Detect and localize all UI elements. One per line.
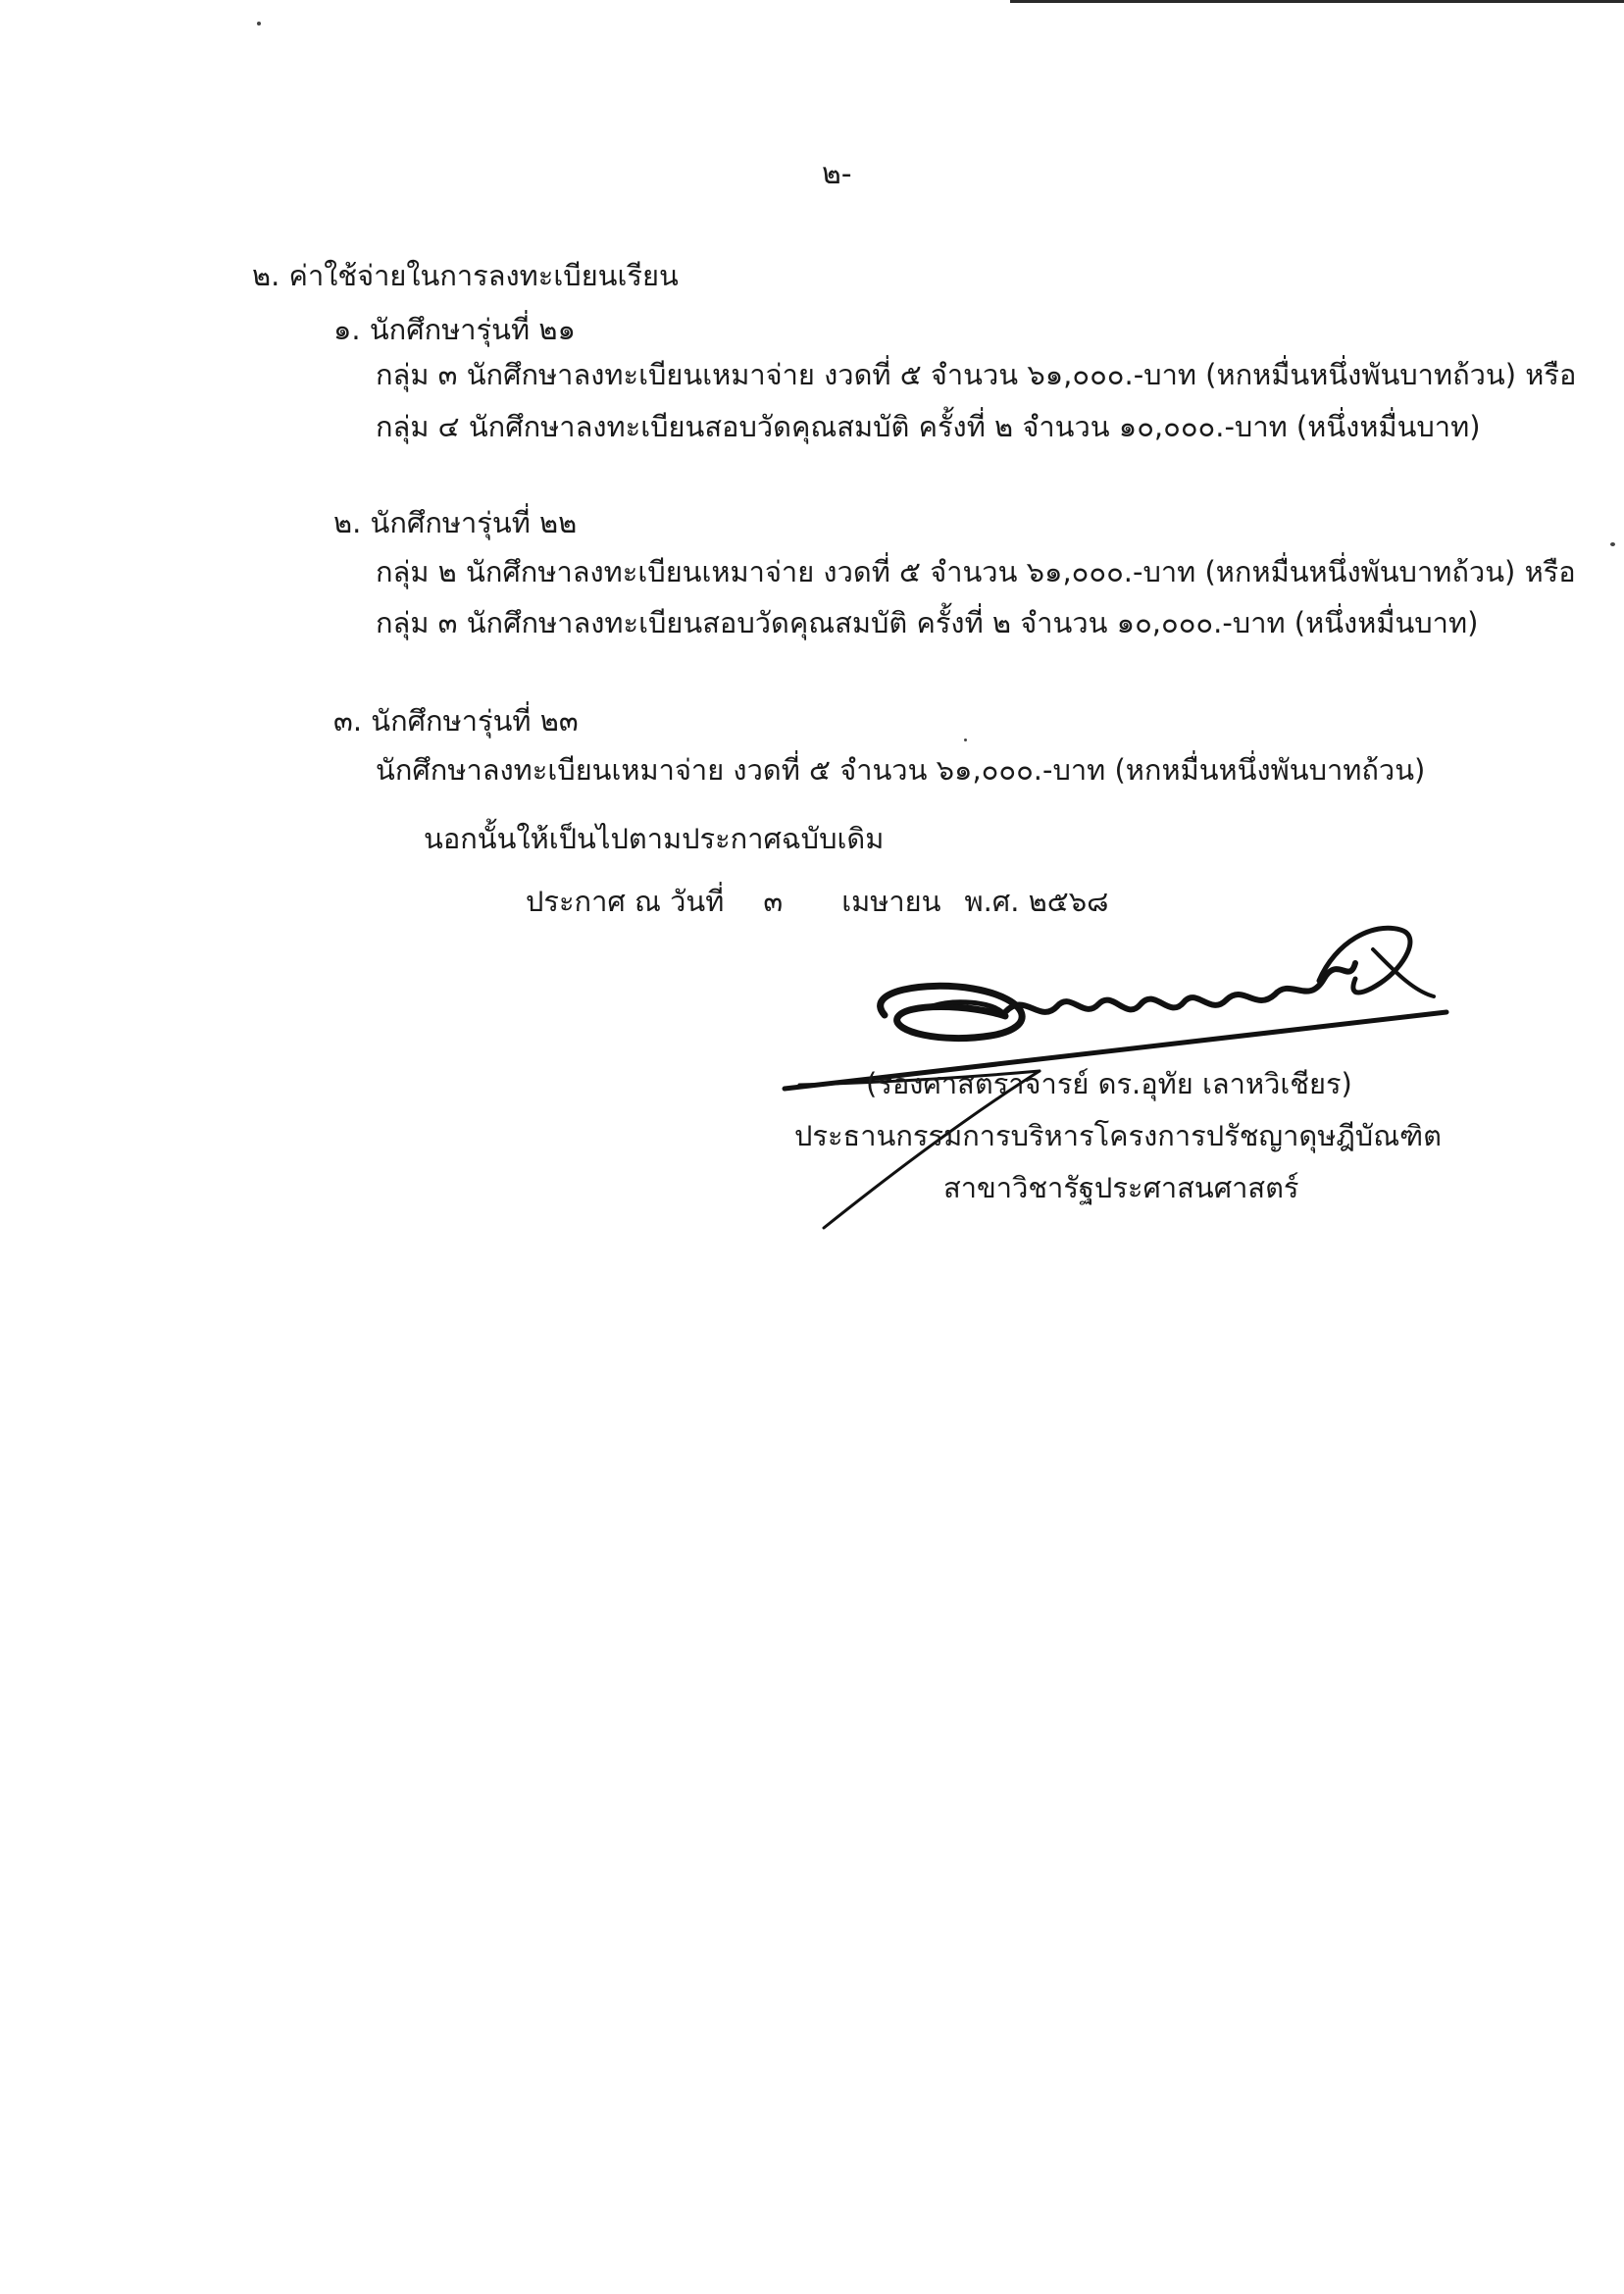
closing-statement: นอกนั้นให้เป็นไปตามประกาศฉบับเดิม	[424, 822, 885, 855]
scan-speck	[257, 22, 261, 25]
page-number: ๒-	[822, 157, 852, 191]
item-line: กลุ่ม ๒ นักศึกษาลงทะเบียนเหมาจ่าย งวดที่ ๕ จำนวน ๖๑,๐๐๐.-บาท (หกหมื่นหนึ่งพันบาทถ้วน) หรือ	[376, 555, 1576, 588]
signatory-name: (รองศาสตราจารย์ ดร.อุทัย เลาหวิเชียร)	[866, 1067, 1352, 1100]
scan-speck	[1610, 542, 1615, 546]
item-line: นักศึกษาลงทะเบียนเหมาจ่าย งวดที่ ๕ จำนวน ๖๑,๐๐๐.-บาท (หกหมื่นหนึ่งพันบาทถ้วน)	[376, 753, 1426, 787]
item-heading: ๓. นักศึกษารุ่นที่ ๒๓	[333, 704, 579, 738]
scan-edge-line	[1010, 0, 1624, 3]
section-heading: ๒. ค่าใช้จ่ายในการลงทะเบียนเรียน	[252, 259, 679, 292]
date-month: เมษายน	[841, 885, 941, 918]
date-prefix: ประกาศ ณ วันที่	[526, 885, 725, 918]
item-line: กลุ่ม ๓ นักศึกษาลงทะเบียนสอบวัดคุณสมบัติ ครั้งที่ ๒ จำนวน ๑๐,๐๐๐.-บาท (หนึ่งหมื่นบาท)	[376, 606, 1479, 639]
item-heading: ๒. นักศึกษารุ่นที่ ๒๒	[333, 506, 578, 539]
scan-speck	[964, 739, 967, 741]
item-heading: ๑. นักศึกษารุ่นที่ ๒๑	[333, 313, 576, 346]
announcement-date	[526, 884, 1109, 919]
signatory-position: ประธานกรรมการบริหารโครงการปรัชญาดุษฎีบัณฑิต	[794, 1119, 1443, 1152]
signatory-department: สาขาวิชารัฐประศาสนศาสตร์	[943, 1171, 1299, 1204]
date-year: พ.ศ. ๒๕๖๘	[964, 885, 1109, 918]
item-line: กลุ่ม ๓ นักศึกษาลงทะเบียนเหมาจ่าย งวดที่ ๕ จำนวน ๖๑,๐๐๐.-บาท (หกหมื่นหนึ่งพันบาทถ้วน) หรือ	[376, 358, 1577, 391]
date-day: ๓	[763, 885, 784, 918]
item-line: กลุ่ม ๔ นักศึกษาลงทะเบียนสอบวัดคุณสมบัติ ครั้งที่ ๒ จำนวน ๑๐,๐๐๐.-บาท (หนึ่งหมื่นบาท)	[376, 410, 1481, 443]
